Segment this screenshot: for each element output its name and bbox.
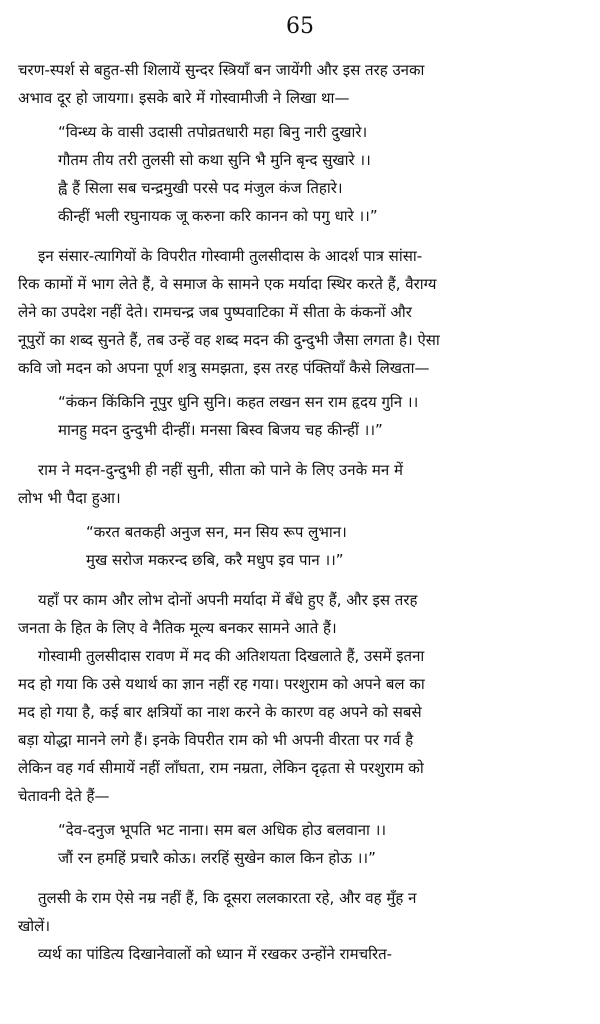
text-line: खोलें। <box>18 917 51 935</box>
text-line: जनता के हित के लिए वे नैतिक मूल्य बनकर सामने आते हैं। <box>18 619 337 637</box>
paragraph <box>18 242 588 382</box>
verse-quote <box>18 388 588 444</box>
verse-line: “कंकन किंकिनि नूपुर धुनि सुनि। कहत लखन सन राम हृदय गुनि ।। <box>58 393 419 411</box>
text-line: मद हो गया कि उसे यथार्थ का ज्ञान नहीं रह गया। परशुराम को अपने बल का <box>18 675 425 693</box>
verse-line: “देव-दनुज भूपति भट नाना। सम बल अधिक होउ बलवाना ।। <box>58 821 387 839</box>
page-number: 65 <box>286 14 314 39</box>
text-line: अभाव दूर हो जायगा। इसके बारे में गोस्वामीजी ने लिखा था— <box>18 89 350 107</box>
text-line: लोभ भी पैदा हुआ। <box>18 489 121 507</box>
text-line: कवि जो मदन को अपना पूर्ण शत्रु समझता, इस तरह पंक्तियाँ कैसे लिखता— <box>18 359 430 377</box>
verse-quote <box>18 816 588 872</box>
text-line: राम ने मदन-दुन्दुभी ही नहीं सुनी, सीता को पाने के लिए उनके मन में <box>38 461 403 479</box>
verse-quote <box>18 518 588 574</box>
text-line: व्यर्थ का पांडित्य दिखानेवालों को ध्यान में रखकर उन्होंने रामचरित- <box>38 945 393 963</box>
verse-line: “करत बतकही अनुज सन, मन सिय रूप लुभान। <box>86 523 347 541</box>
text-line: इन संसार-त्यागियों के विपरीत गोस्वामी तुलसीदास के आदर्श पात्र सांसा- <box>38 247 423 265</box>
text-line: नूपुरों का शब्द सुनते हैं, तब उन्हें वह शब्द मदन की दुन्दुभी जैसा लगता है। ऐसा <box>18 331 440 349</box>
verse-line: मुख सरोज मकरन्द छबि, करै मधुप इव पान ।।” <box>86 551 344 569</box>
verse-line: गौतम तीय तरी तुलसी सो कथा सुनि भै मुनि बृन्द सुखारे ।। <box>58 151 371 169</box>
text-line: लेकिन वह गर्व सीमायें नहीं लाँघता, राम नम्रता, लेकिन दृढ़ता से परशुराम को <box>18 759 424 777</box>
text-line: बड़ा योद्धा मानने लगे हैं। इनके विपरीत राम को भी अपनी वीरता पर गर्व है <box>18 731 414 749</box>
verse-line: कीन्हीं भली रघुनायक जू करुना करि कानन को पगु धारे ।।” <box>58 207 378 225</box>
verse-line: मानहु मदन दुन्दुभी दीन्हीं। मनसा बिस्व बिजय चह कीन्हीं ।।” <box>58 421 383 439</box>
text-line: चरण-स्पर्श से बहुत-सी शिलायें सुन्दर स्त्रियाँ बन जायेंगी और इस तरह उनका <box>18 61 425 79</box>
paragraph <box>18 456 588 512</box>
text-line: मद हो गया है, कई बार क्षत्रियों का नाश करने के कारण वह अपने को सबसे <box>18 703 422 721</box>
paragraph <box>18 884 588 968</box>
page-content <box>18 56 588 974</box>
verse-line: जौं रन हमहिं प्रचारै कोऊ। लरहिं सुखेन काल किन होऊ ।।” <box>58 849 376 867</box>
verse-line: ह्वै हैं सिला सब चन्द्रमुखी परसे पद मंजुल कंज तिहारे। <box>58 179 343 197</box>
text-line: तुलसी के राम ऐसे नम्र नहीं हैं, कि दूसरा ललकारता रहे, और वह मुँह न <box>38 889 417 907</box>
paragraph <box>18 56 588 112</box>
verse-quote <box>18 118 588 230</box>
text-line: चेतावनी देते हैं— <box>18 787 110 805</box>
verse-line: “विन्ध्य के वासी उदासी तपोव्रतधारी महा बिनु नारी दुखारे। <box>58 123 368 141</box>
paragraph <box>18 586 588 810</box>
text-line: रिक कामों में भाग लेते हैं, वे समाज के सामने एक मर्यादा स्थिर करते हैं, वैराग्य <box>18 275 437 293</box>
text-line: गोस्वामी तुलसीदास रावण में मद की अतिशयता दिखलाते हैं, उसमें इतना <box>38 647 425 665</box>
text-line: यहाँ पर काम और लोभ दोनों अपनी मर्यादा में बँधे हुए हैं, और इस तरह <box>38 591 418 609</box>
text-line: लेने का उपदेश नहीं देते। रामचन्द्र जब पुष्पवाटिका में सीता के कंकनों और <box>18 303 412 321</box>
